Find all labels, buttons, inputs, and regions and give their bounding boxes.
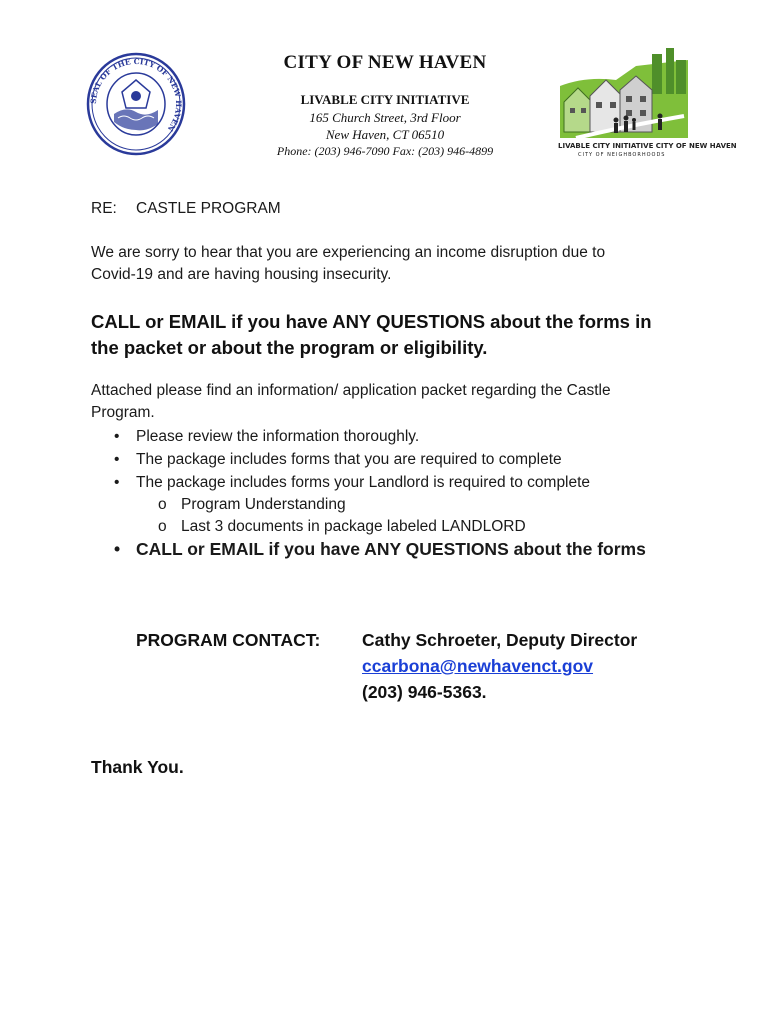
logo-caption-1: LIVABLE CITY INITIATIVE CITY OF NEW HAVEN	[558, 142, 737, 150]
bullet-text: Please review the information thoroughly.	[136, 428, 420, 445]
organization-title: CITY OF NEW HAVEN	[283, 52, 487, 73]
contact-phone: (203) 946-5363.	[362, 682, 487, 702]
sub-bullet-text: Last 3 documents in package labeled LANDLORD	[181, 518, 526, 535]
sub-bullet-glyph: o	[158, 496, 167, 513]
re-label: RE:	[91, 200, 117, 217]
bullet-glyph: •	[114, 539, 121, 559]
phone-fax: Phone: (203) 946-7090 Fax: (203) 946-4899	[276, 144, 494, 158]
city-seal-logo	[86, 52, 186, 156]
contact-email-link[interactable]: ccarbona@newhavenct.gov	[362, 656, 594, 676]
attached-paragraph: Attached please find an information/ application packet regarding the Castle Program.	[91, 382, 611, 421]
sub-bullet-glyph: o	[158, 518, 167, 535]
bullet-text: The package includes forms that you are required to complete	[136, 451, 562, 468]
logo-caption-2: CITY OF NEIGHBORHOODS	[578, 152, 666, 158]
program-contact-label: PROGRAM CONTACT:	[136, 630, 321, 650]
re-value: CASTLE PROGRAM	[136, 200, 281, 217]
bullet-glyph: •	[114, 451, 120, 468]
intro-paragraph: We are sorry to hear that you are experiencing an income disruption due to Covid-19 and are having housing insecurity.	[91, 244, 606, 283]
address-line-2: New Haven, CT 06510	[325, 127, 445, 142]
bullet-glyph: •	[114, 474, 120, 491]
bullet-text: CALL or EMAIL if you have ANY QUESTIONS about the forms	[136, 539, 646, 559]
seal-text: SEAL OF THE CITY OF NEW HAVEN	[88, 56, 184, 133]
organization-subtitle: LIVABLE CITY INITIATIVE	[300, 92, 470, 107]
contact-name: Cathy Schroeter, Deputy Director	[362, 630, 638, 650]
address-line-1: 165 Church Street, 3rd Floor	[309, 110, 461, 125]
closing-thank-you: Thank You.	[91, 757, 184, 777]
bullet-text: The package includes forms your Landlord is required to complete	[136, 474, 591, 491]
call-heading: CALL or EMAIL if you have ANY QUESTIONS about the forms in the packet or about the program or eligibility.	[91, 311, 652, 358]
bullet-glyph: •	[114, 428, 120, 445]
sub-bullet-text: Program Understanding	[181, 496, 346, 513]
livable-city-logo	[556, 46, 737, 158]
